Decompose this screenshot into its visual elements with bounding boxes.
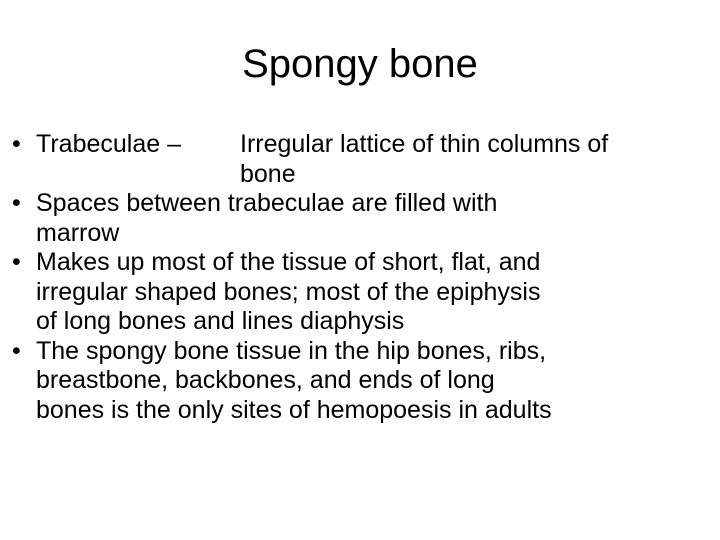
bullet-item-trabeculae [12, 130, 718, 189]
bullet-item-makes-up [12, 248, 718, 337]
bullet-text: Irregular lattice of thin columns of [240, 130, 609, 158]
bullet-line: Makes up most of the tissue of short, flat, and [36, 248, 541, 276]
bullet-icon: • [12, 336, 21, 365]
bullet-list [12, 130, 718, 425]
bullet-icon: • [12, 189, 21, 217]
bullet-icon: • [12, 248, 21, 276]
slide-title: Spongy bone [242, 42, 478, 86]
bullet-line: Spaces between trabeculae are filled with [36, 189, 498, 217]
bullet-term: Trabeculae – [36, 130, 181, 158]
bullet-item-spaces [12, 189, 718, 248]
bullet-icon: • [12, 130, 21, 158]
bullet-line: breastbone, backbones, and ends of long [36, 366, 495, 394]
bullet-line: bones is the only sites of hemopoesis in adults [36, 395, 552, 424]
bullet-line: irregular shaped bones; most of the epiphysis [36, 277, 541, 306]
bullet-line: bone [240, 159, 296, 188]
bullet-line: marrow [36, 218, 120, 247]
bullet-item-hemopoesis [12, 337, 718, 426]
bullet-line: of long bones and lines diaphysis [36, 307, 405, 335]
bullet-line: The spongy bone tissue in the hip bones, ribs, [36, 336, 547, 365]
bullet-line [36, 130, 718, 160]
